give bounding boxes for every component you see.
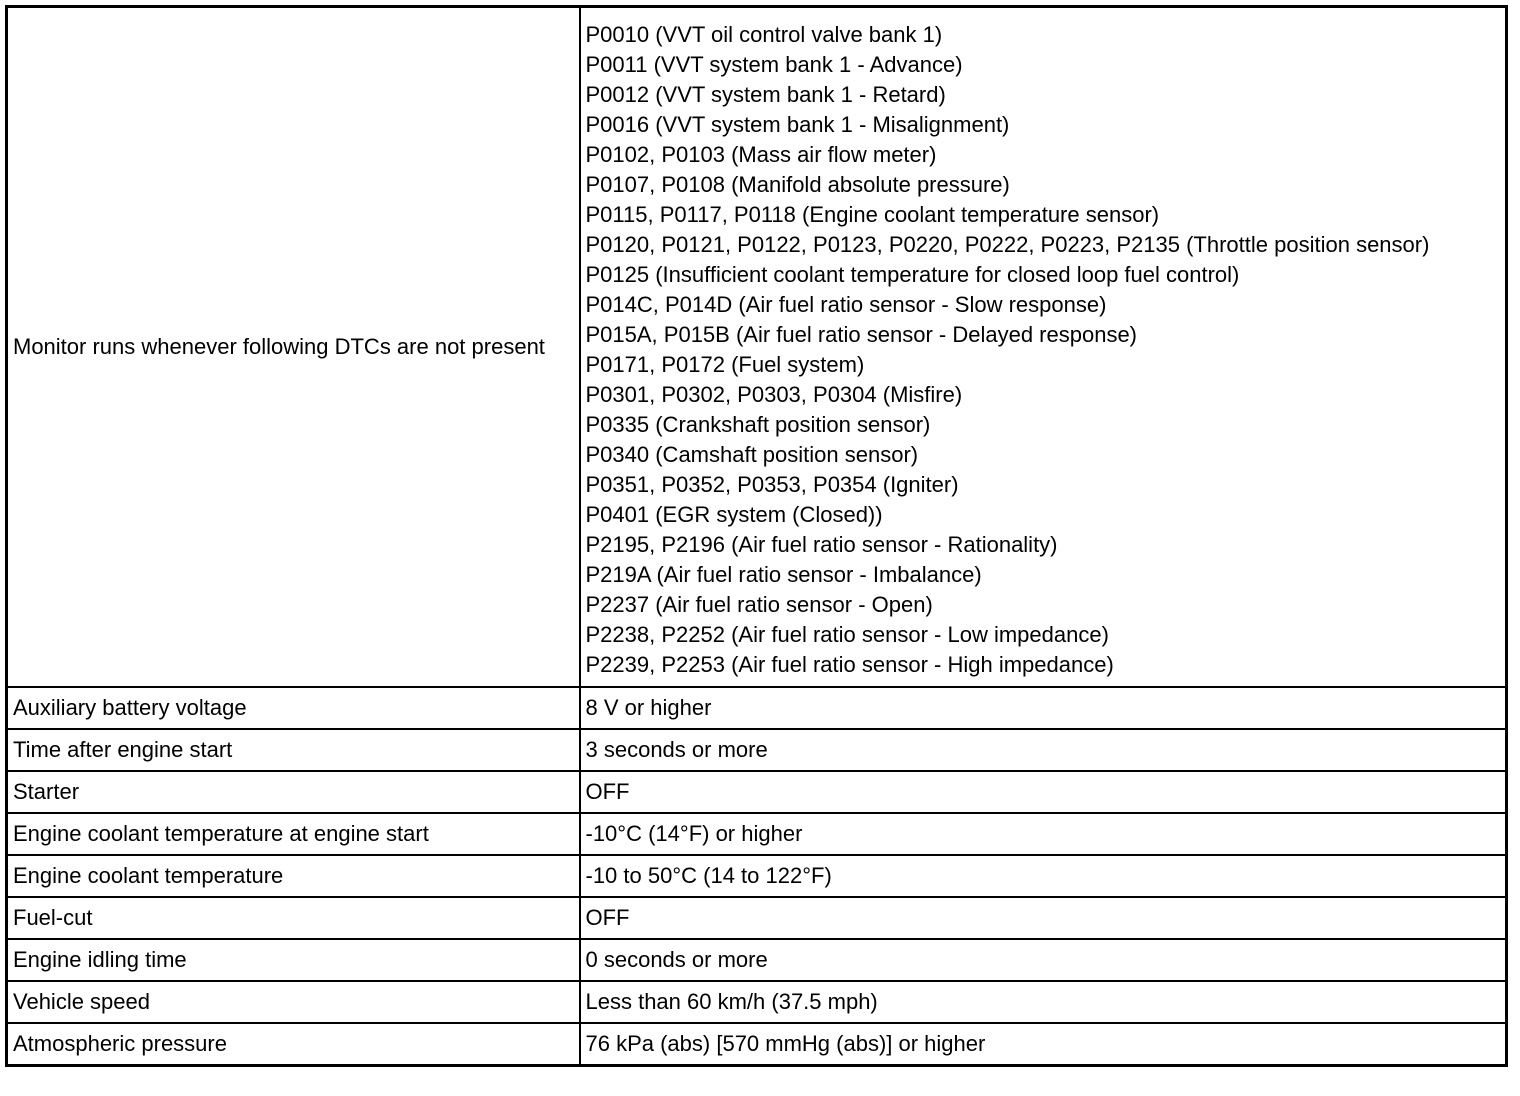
- dtc-item: P0340 (Camshaft position sensor): [585, 442, 919, 467]
- dtc-item: P0102, P0103 (Mass air flow meter): [585, 142, 937, 167]
- table-row: [7, 771, 1507, 813]
- dtc-item: P0012 (VVT system bank 1 - Retard): [585, 82, 946, 107]
- dtc-item: P0120, P0121, P0122, P0123, P0220, P0222, P0223, P2135 (Throttle position sensor): [585, 232, 1430, 257]
- dtc-item: P0011 (VVT system bank 1 - Advance): [585, 52, 963, 77]
- dtc-item: P2239, P2253 (Air fuel ratio sensor - High impedance): [585, 652, 1114, 677]
- condition-value: 8 V or higher: [580, 687, 1507, 729]
- condition-value: -10 to 50°C (14 to 122°F): [580, 855, 1507, 897]
- dtc-item: P0401 (EGR system (Closed)): [585, 502, 883, 527]
- condition-label: Fuel-cut: [7, 897, 580, 939]
- table-row: [7, 1023, 1507, 1066]
- condition-label: Auxiliary battery voltage: [7, 687, 580, 729]
- condition-label: Starter: [7, 771, 580, 813]
- dtc-item: P0335 (Crankshaft position sensor): [585, 412, 931, 437]
- condition-value: 3 seconds or more: [580, 729, 1507, 771]
- dtc-item: P014C, P014D (Air fuel ratio sensor - Slow response): [585, 292, 1107, 317]
- dtc-item: P2195, P2196 (Air fuel ratio sensor - Rationality): [585, 532, 1058, 557]
- dtc-item: P015A, P015B (Air fuel ratio sensor - Delayed response): [585, 322, 1138, 347]
- table-row: [7, 981, 1507, 1023]
- dtc-list: [580, 7, 1507, 688]
- dtc-item: P0171, P0172 (Fuel system): [585, 352, 865, 377]
- dtc-item: P2237 (Air fuel ratio sensor - Open): [585, 592, 933, 617]
- table-row: [7, 939, 1507, 981]
- dtc-item: P0115, P0117, P0118 (Engine coolant temperature sensor): [585, 202, 1160, 227]
- condition-label: Engine coolant temperature at engine start: [7, 813, 580, 855]
- condition-value: 0 seconds or more: [580, 939, 1507, 981]
- dtc-item: P0351, P0352, P0353, P0354 (Igniter): [585, 472, 959, 497]
- condition-label: Time after engine start: [7, 729, 580, 771]
- dtc-item: P219A (Air fuel ratio sensor - Imbalance): [585, 562, 982, 587]
- condition-label: Monitor runs whenever following DTCs are not present: [7, 7, 580, 688]
- condition-label: Engine coolant temperature: [7, 855, 580, 897]
- condition-label: Vehicle speed: [7, 981, 580, 1023]
- condition-value: 76 kPa (abs) [570 mmHg (abs)] or higher: [580, 1023, 1507, 1066]
- dtc-item: P0016 (VVT system bank 1 - Misalignment): [585, 112, 1010, 137]
- dtc-item: P0125 (Insufficient coolant temperature for closed loop fuel control): [585, 262, 1240, 287]
- condition-value: OFF: [580, 897, 1507, 939]
- dtc-item: P0301, P0302, P0303, P0304 (Misfire): [585, 382, 963, 407]
- condition-value: OFF: [580, 771, 1507, 813]
- dtc-item: P0010 (VVT oil control valve bank 1): [585, 22, 943, 47]
- dtc-item: P0107, P0108 (Manifold absolute pressure): [585, 172, 1010, 197]
- condition-label: Atmospheric pressure: [7, 1023, 580, 1066]
- table-row: [7, 897, 1507, 939]
- condition-value: Less than 60 km/h (37.5 mph): [580, 981, 1507, 1023]
- table-row: [7, 7, 1507, 688]
- dtc-item: P2238, P2252 (Air fuel ratio sensor - Low impedance): [585, 622, 1109, 647]
- table-row: [7, 813, 1507, 855]
- table-row: [7, 729, 1507, 771]
- condition-value: -10°C (14°F) or higher: [580, 813, 1507, 855]
- monitor-conditions-table: [5, 5, 1508, 1067]
- condition-label: Engine idling time: [7, 939, 580, 981]
- table-row: [7, 687, 1507, 729]
- table-row: [7, 855, 1507, 897]
